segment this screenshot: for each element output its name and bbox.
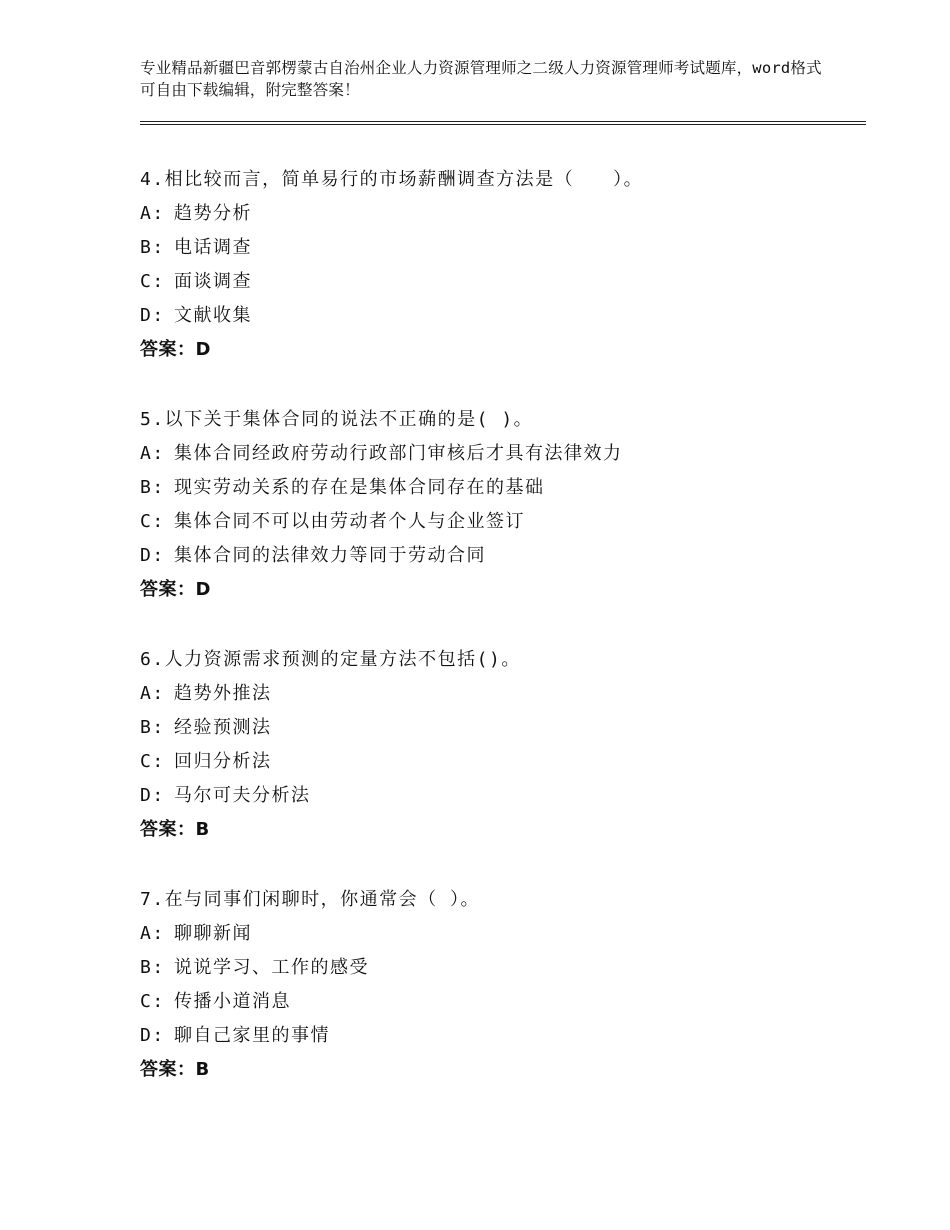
option-text: 集体合同的法律效力等同于劳动合同 [174,545,486,566]
option-letter: A: [140,443,165,464]
option-text: 回归分析法 [174,751,272,772]
option-c [140,265,866,299]
option-letter: D: [140,785,165,806]
option-text: 聊自己家里的事情 [174,1025,330,1046]
option-letter: C: [140,271,165,292]
option-d [140,299,866,333]
answer-line: 答案：D [140,339,211,360]
answer-line: 答案：D [140,579,211,600]
question-stem: 5.以下关于集体合同的说法不正确的是( )。 [140,409,534,430]
option-a [140,917,866,951]
option-text: 趋势外推法 [174,683,272,704]
question-4 [140,163,866,367]
option-letter: D: [140,545,165,566]
option-letter: A: [140,203,165,224]
option-b [140,711,866,745]
option-b [140,471,866,505]
question-5 [140,403,866,607]
option-letter: C: [140,991,165,1012]
option-text: 说说学习、工作的感受 [174,957,369,978]
answer-line: 答案：B [140,1059,210,1080]
document-header [140,57,830,101]
option-text: 面谈调查 [174,271,252,292]
option-text: 经验预测法 [174,717,272,738]
question-7 [140,883,866,1087]
option-text: 趋势分析 [174,203,252,224]
question-stem: 4.相比较而言，简单易行的市场薪酬调查方法是（ ）。 [140,169,644,190]
question-stem: 6.人力资源需求预测的定量方法不包括()。 [140,649,521,670]
option-text: 马尔可夫分析法 [174,785,311,806]
option-text: 文献收集 [174,305,252,326]
option-b [140,231,866,265]
option-d [140,539,866,573]
option-c [140,505,866,539]
option-text: 传播小道消息 [174,991,291,1012]
option-letter: B: [140,717,165,738]
option-c [140,745,866,779]
option-text: 电话调查 [174,237,252,258]
option-letter: B: [140,957,165,978]
question-list [140,163,866,1123]
header-divider [140,121,866,125]
option-letter: B: [140,477,165,498]
option-d [140,779,866,813]
answer-line: 答案：B [140,819,210,840]
option-d [140,1019,866,1053]
option-letter: B: [140,237,165,258]
option-text: 聊聊新闻 [174,923,252,944]
option-a [140,437,866,471]
option-text: 集体合同不可以由劳动者个人与企业签订 [174,511,525,532]
option-letter: D: [140,1025,165,1046]
question-6 [140,643,866,847]
option-a [140,197,866,231]
option-letter: A: [140,923,165,944]
question-stem: 7.在与同事们闲聊时，你通常会（ ）。 [140,889,481,910]
option-letter: A: [140,683,165,704]
option-c [140,985,866,1019]
option-text: 集体合同经政府劳动行政部门审核后才具有法律效力 [174,443,623,464]
option-b [140,951,866,985]
option-a [140,677,866,711]
option-letter: C: [140,751,165,772]
option-text: 现实劳动关系的存在是集体合同存在的基础 [174,477,545,498]
option-letter: D: [140,305,165,326]
header-text: 专业精品新疆巴音郭楞蒙古自治州企业人力资源管理师之二级人力资源管理师考试题库，word格式可自由下载编辑，附完整答案！ [140,59,822,99]
option-letter: C: [140,511,165,532]
